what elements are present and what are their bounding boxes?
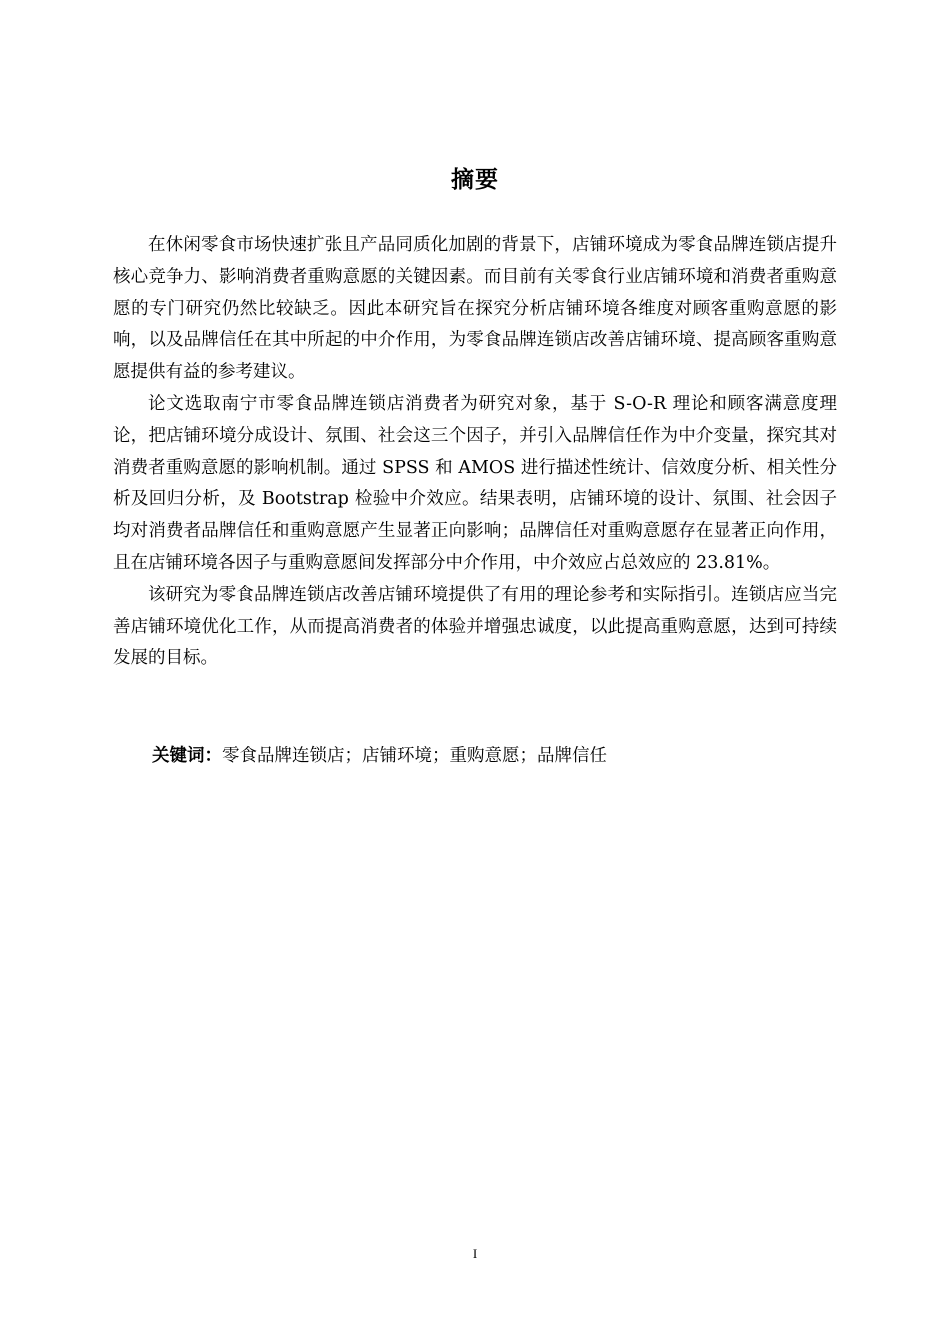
abstract-paragraph-3: 该研究为零食品牌连锁店改善店铺环境提供了有用的理论参考和实际指引。连锁店应当完善店铺环境优化工作，从而提高消费者的体验并增强忠诚度，以此提高重购意愿，达到可持续发展的目标。 [113, 584, 837, 669]
abstract-paragraph-2: 论文选取南宁市零食品牌连锁店消费者为研究对象，基于 S-O-R 理论和顾客满意度理论，把店铺环境分成设计、氛围、社会这三个因子，并引入品牌信任作为中介变量，探究其对消费者重购意愿的影响机制。通过 SPSS 和 AMOS 进行描述性统计、信效度分析、相关性分析及回归分析，及 Bootstrap 检验中介效应。结果表明，店铺环境的设计、氛围、社会因子均对消费者品牌信任和重购意愿产生显著正向影响；品牌信任对重购意愿存在显著正向作用，且在店铺环境各因子与重购意愿间发挥部分中介作用，中介效应占总效应的 23.81%。 [113, 393, 837, 573]
abstract-body [113, 230, 837, 675]
abstract-paragraph-1: 在休闲零食市场快速扩张且产品同质化加剧的背景下，店铺环境成为零食品牌连锁店提升核心竞争力、影响消费者重购意愿的关键因素。而目前有关零食行业店铺环境和消费者重购意愿的专门研究仍然比较缺乏。因此本研究旨在探究分析店铺环境各维度对顾客重购意愿的影响，以及品牌信任在其中所起的中介作用，为零食品牌连锁店改善店铺环境、提高顾客重购意愿提供有益的参考建议。 [113, 235, 837, 383]
keywords-line [152, 740, 852, 772]
abstract-title: 摘要 [451, 167, 499, 193]
page-number: I [472, 1246, 478, 1261]
keywords-label: 关键词： [152, 746, 222, 766]
keywords-list: 零食品牌连锁店；店铺环境；重购意愿；品牌信任 [222, 746, 607, 766]
